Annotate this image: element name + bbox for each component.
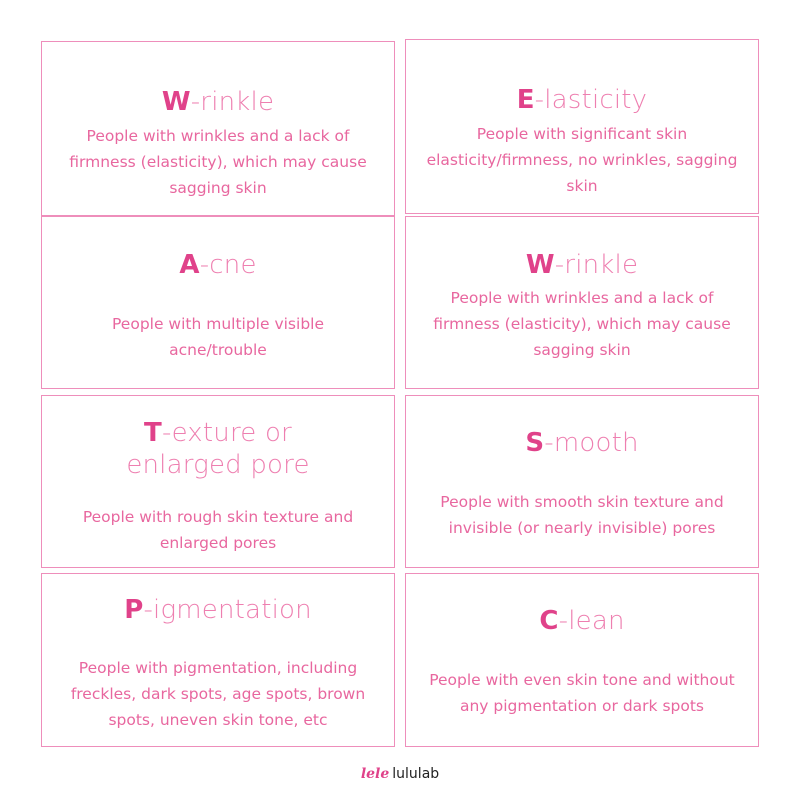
card-title: A-cne (179, 250, 257, 280)
card-elasticity (405, 39, 759, 214)
card-title: S-mooth (525, 428, 639, 458)
card-title: P-igmentation (124, 595, 312, 625)
card-title: T-exture or enlarged pore (126, 418, 310, 480)
brand-logo (0, 766, 800, 782)
card-texture (41, 395, 395, 568)
card-title: W-rinkle (525, 250, 639, 280)
card-acne (41, 216, 395, 389)
card-description: People with even skin tone and without any pigmentation or dark spots (429, 671, 735, 715)
card-title: E-lasticity (516, 85, 648, 115)
card-title: C-lean (539, 606, 625, 636)
card-clean (405, 573, 759, 747)
card-description: People with smooth skin texture and invisible (or nearly invisible) pores (440, 493, 724, 537)
card-wrinkle-1 (41, 41, 395, 216)
logo-mark-icon: lele (360, 766, 390, 782)
card-wrinkle-2 (405, 216, 759, 389)
logo-text: lululab (392, 766, 440, 782)
card-description: People with significant skin elasticity/firmness, no wrinkles, sagging skin (426, 125, 738, 195)
card-description: People with multiple visible acne/trouble (112, 315, 324, 359)
card-smooth (405, 395, 759, 568)
card-description: People with pigmentation, including freckles, dark spots, age spots, brown spots, uneven skin tone, etc (70, 659, 366, 729)
card-description: People with wrinkles and a lack of firmness (elasticity), which may cause sagging skin (69, 127, 367, 197)
card-pigmentation (41, 573, 395, 747)
card-description: People with rough skin texture and enlarged pores (82, 508, 354, 552)
card-description: People with wrinkles and a lack of firmness (elasticity), which may cause sagging skin (433, 289, 731, 359)
card-title: W-rinkle (161, 87, 275, 117)
